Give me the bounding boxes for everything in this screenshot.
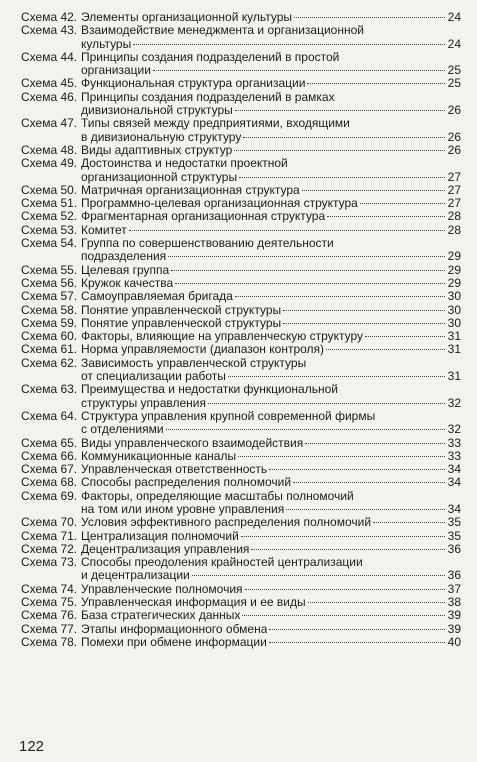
toc-entry [21,543,461,556]
dot-leader [269,629,445,630]
page-ref: 33 [447,435,461,450]
toc-entry-line [21,144,461,157]
scheme-title: Зависимость управленческой структуры [81,356,307,370]
scheme-title: Норма управляемости (диапазон контроля) [81,343,325,357]
toc-entry-line [21,290,461,303]
scheme-label: Схема 70. [21,515,78,530]
toc-entry [21,437,461,450]
dot-leader [153,70,445,71]
toc-entry-continuation [21,397,461,410]
scheme-label: Схема 69. [21,488,78,503]
toc-entry [21,530,461,543]
toc-entry-line [21,317,461,330]
dot-leader [365,336,445,337]
scheme-title: Преимущества и недостатки функциональной [81,383,338,397]
dot-leader [307,83,445,84]
dot-leader [239,177,445,178]
toc-entry [21,623,461,636]
page-ref: 26 [447,142,461,157]
toc-entry [21,343,461,356]
toc-entry [21,516,461,529]
scheme-title: Структура управления крупной современной фирмы [81,409,376,423]
scheme-title: Децентрализация управления [81,542,250,556]
scheme-title: на том или ином уровне управления [81,502,285,516]
toc-entry-line [21,530,461,543]
scheme-title: Виды управленческого взаимодействия [81,436,304,450]
dot-leader [192,575,445,576]
dot-leader [326,349,445,350]
dot-leader [234,150,445,151]
toc-entry [21,463,461,476]
dot-leader [286,509,445,510]
page-ref: 38 [447,595,461,610]
toc-entry [21,77,461,90]
toc-entry-line [21,490,461,503]
toc-entry-line [21,210,461,223]
scheme-label: Схема 54. [21,236,78,251]
dot-leader [129,230,445,231]
page-ref: 37 [447,581,461,596]
dot-leader [208,403,445,404]
toc-entry-line [21,91,461,104]
scheme-label: Схема 60. [21,329,78,344]
scheme-label: Схема 72. [21,541,78,556]
dot-leader [171,270,445,271]
page-ref: 26 [447,103,461,118]
toc-entry [21,450,461,463]
toc-entry-line [21,24,461,37]
toc-entry [21,290,461,303]
scheme-label: Схема 73. [21,555,78,570]
page-ref: 25 [447,76,461,91]
toc-entry-line [21,184,461,197]
scheme-label: Схема 68. [21,475,78,490]
scheme-label: Схема 58. [21,302,78,317]
toc-entry-line [21,157,461,170]
toc-entry [21,237,461,264]
scheme-title: в дивизиональную структуру [81,130,242,144]
toc-entry-line [21,556,461,569]
dot-leader [373,522,445,523]
dot-leader [238,456,445,457]
toc-entry [21,317,461,330]
toc-entry [21,197,461,210]
scheme-label: Схема 55. [21,262,78,277]
scheme-label: Схема 42. [21,10,78,24]
dot-leader [294,17,445,18]
scheme-label: Схема 56. [21,275,78,290]
scheme-title: Виды адаптивных структур [81,143,233,157]
page-ref: 25 [447,63,461,78]
toc-entry [21,490,461,517]
scheme-label: Схема 78. [21,634,78,649]
page-ref: 33 [447,448,461,463]
scheme-title: Фрагментарная организационная структура [81,210,326,224]
scheme-label: Схема 51. [21,196,78,211]
scheme-title: структуры управления [81,396,206,410]
scheme-label: Схема 57. [21,289,78,304]
page-number: 122 [19,738,45,755]
scheme-title: Достоинства и недостатки проектной [81,157,288,171]
page-ref: 29 [447,262,461,277]
scheme-label: Схема 71. [21,528,78,543]
scheme-label: Схема 43. [21,23,78,38]
scheme-title: Принципы создания подразделений в простой [81,50,340,64]
toc-entry-line [21,304,461,317]
page-ref: 31 [447,369,461,384]
dot-leader [133,44,445,45]
toc-entry-line [21,636,461,649]
scheme-label: Схема 59. [21,315,78,330]
toc-entry-continuation [21,250,461,263]
scheme-title: Условия эффективного распределения полномочий [81,516,372,530]
toc-entry [21,117,461,144]
scheme-title: организационной структуры [81,170,238,184]
toc-entry [21,330,461,343]
toc-entry-line [21,264,461,277]
scheme-title: от специализации работы [81,370,226,384]
toc-entry-line [21,437,461,450]
scheme-label: Схема 48. [21,142,78,157]
page-ref: 30 [447,302,461,317]
scheme-label: Схема 75. [21,595,78,610]
scheme-label: Схема 45. [21,76,78,91]
scheme-title: Самоуправляемая бригада [81,290,233,304]
page-ref: 39 [447,608,461,623]
toc-entry-continuation [21,423,461,436]
scheme-title: Управленческая информация и ее виды [81,596,306,610]
toc-entry-continuation [21,104,461,117]
dot-leader [269,642,445,643]
page-ref: 32 [447,422,461,437]
toc-entry [21,636,461,649]
page-ref: 35 [447,515,461,530]
toc-entry-continuation [21,131,461,144]
scheme-label: Схема 63. [21,382,78,397]
scheme-title: Взаимодействие менеджмента и организационной [81,24,364,38]
toc-entry-line [21,583,461,596]
scheme-title: Коммуникационные каналы [81,449,237,463]
dot-leader [327,216,445,217]
toc-entry [21,51,461,78]
toc-entry-line [21,330,461,343]
toc-entry-line [21,11,461,24]
dot-leader [308,602,445,603]
scheme-title: База стратегических данных [81,609,241,623]
toc-entry-line [21,51,461,64]
toc-entry [21,24,461,51]
scheme-title: Управленческая ответственность [81,463,268,477]
scheme-title: Понятие управленческой структуры [81,303,282,317]
scheme-label: Схема 53. [21,222,78,237]
scheme-label: Схема 44. [21,49,78,64]
toc-entry [21,91,461,118]
scheme-title: культуры [81,37,132,51]
dot-leader [242,615,445,616]
toc-entry-line [21,197,461,210]
toc-entry-continuation [21,64,461,77]
toc-entry-continuation [21,370,461,383]
scheme-title: Матричная организационная структура [81,183,300,197]
page-ref: 35 [447,528,461,543]
scheme-title: организации [81,64,151,78]
dot-leader [235,110,445,111]
scheme-label: Схема 76. [21,608,78,623]
scheme-label: Схема 62. [21,355,78,370]
page-ref: 31 [447,329,461,344]
scheme-title: Этапы информационного обмена [81,622,268,636]
dot-leader [293,482,445,483]
page-ref: 39 [447,621,461,636]
toc-entry-line [21,450,461,463]
page-ref: 27 [447,182,461,197]
toc-entry [21,609,461,622]
toc-entry-continuation [21,569,461,582]
toc-entry-line [21,516,461,529]
toc-entry [21,11,461,24]
toc-entry-line [21,609,461,622]
scheme-label: Схема 65. [21,435,78,450]
dot-leader [360,203,445,204]
dot-leader [175,283,445,284]
scheme-title: дивизиональной структуры [81,104,233,118]
scheme-label: Схема 74. [21,581,78,596]
page-ref: 28 [447,222,461,237]
scheme-title: Целевая группа [81,263,170,277]
dot-leader [235,296,445,297]
dot-leader [166,429,445,430]
toc-entry-continuation [21,171,461,184]
scheme-title: Централизация полномочий [81,529,239,543]
dot-leader [251,549,445,550]
scheme-title: и децентрализации [81,569,190,583]
scheme-label: Схема 64. [21,408,78,423]
scheme-title: Принципы создания подразделений в рамках [81,90,335,104]
dot-leader [228,376,445,377]
scheme-label: Схема 49. [21,156,78,171]
page-ref: 32 [447,395,461,410]
scheme-title: с отделениями [81,423,164,437]
scheme-title: Типы связей между предприятиями, входящими [81,117,350,131]
dot-leader [305,443,445,444]
page-ref: 24 [447,10,461,24]
toc-entry [21,277,461,290]
scheme-title: Элементы организационной культуры [81,11,292,24]
scheme-label: Схема 77. [21,621,78,636]
page-ref: 34 [447,475,461,490]
page-ref: 36 [447,568,461,583]
page-ref: 34 [447,462,461,477]
page-ref: 31 [447,342,461,357]
scheme-title: Программно-целевая организационная структура [81,197,358,211]
scheme-title: Управленческие полномочия [81,582,243,596]
scheme-title: Группа по совершенствованию деятельности [81,237,334,251]
scheme-label: Схема 46. [21,89,78,104]
toc-entry-line [21,623,461,636]
dot-leader [269,469,445,470]
scheme-title: Комитет [81,223,127,237]
toc-entry-continuation [21,38,461,51]
dot-leader [245,589,445,590]
toc-entry [21,583,461,596]
toc-entry-line [21,463,461,476]
toc-entry-line [21,224,461,237]
toc-entry-line [21,117,461,130]
scheme-label: Схема 52. [21,209,78,224]
scheme-title: Способы распределения полномочий [81,476,292,490]
page-ref: 27 [447,196,461,211]
scheme-title: Кружок качества [81,276,174,290]
toc-entry-line [21,237,461,250]
toc-entry-line [21,343,461,356]
toc-entry-line [21,543,461,556]
toc-entry [21,144,461,157]
scheme-title: Понятие управленческой структуры [81,316,282,330]
scheme-title: Факторы, влияющие на управленческую структуру [81,330,364,344]
dot-leader [283,310,445,311]
page-ref: 40 [447,634,461,649]
dot-leader [241,536,445,537]
toc-entry-line [21,357,461,370]
toc-entry [21,410,461,437]
toc-entry-line [21,277,461,290]
toc-entry [21,556,461,583]
toc-entry-continuation [21,503,461,516]
dot-leader [168,256,445,257]
table-of-contents [21,11,461,649]
scheme-title: Функциональная структура организации [81,77,306,91]
toc-entry [21,383,461,410]
dot-leader [302,190,445,191]
page-ref: 24 [447,36,461,51]
scheme-label: Схема 67. [21,462,78,477]
toc-entry [21,357,461,384]
page-ref: 29 [447,275,461,290]
toc-entry-line [21,410,461,423]
scheme-label: Схема 61. [21,342,78,357]
toc-entry-line [21,77,461,90]
toc-entry [21,596,461,609]
toc-entry [21,210,461,223]
toc-entry [21,304,461,317]
toc-entry [21,476,461,489]
toc-entry-line [21,383,461,396]
toc-entry [21,264,461,277]
toc-entry-line [21,596,461,609]
scheme-title: Способы преодоления крайностей централизации [81,556,363,570]
dot-leader [243,137,445,138]
toc-entry-line [21,476,461,489]
page-ref: 36 [447,541,461,556]
toc-entry [21,224,461,237]
scheme-title: Факторы, определяющие масштабы полномочий [81,489,354,503]
page-ref: 34 [447,501,461,516]
scheme-label: Схема 47. [21,116,78,131]
scheme-label: Схема 66. [21,448,78,463]
toc-entry [21,184,461,197]
scheme-title: Помехи при обмене информации [81,635,267,649]
scheme-title: подразделения [81,250,167,264]
page-ref: 29 [447,249,461,264]
page-ref: 30 [447,315,461,330]
scheme-label: Схема 50. [21,182,78,197]
page-ref: 30 [447,289,461,304]
toc-entry [21,157,461,184]
page-ref: 27 [447,169,461,184]
page-ref: 28 [447,209,461,224]
page-ref: 26 [447,129,461,144]
dot-leader [283,323,445,324]
